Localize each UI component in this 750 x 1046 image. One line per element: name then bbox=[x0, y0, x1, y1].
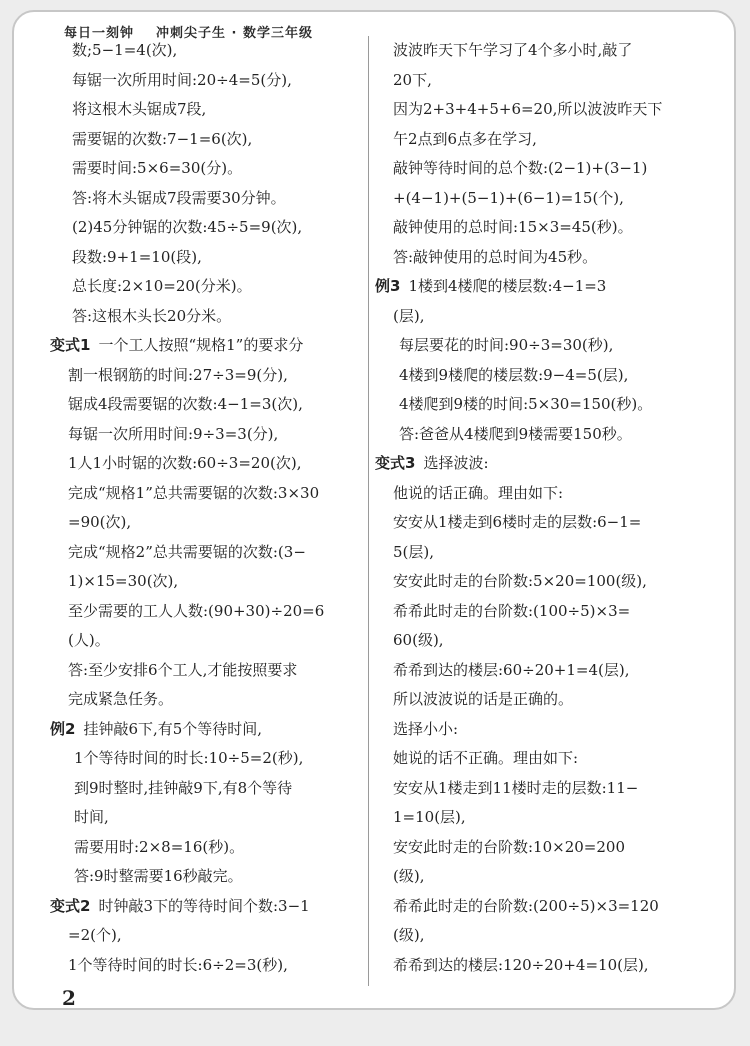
line-text: 1个等待时间的时长:10÷5=2(秒), bbox=[74, 749, 304, 767]
text-line bbox=[50, 626, 362, 656]
line-text: 每锯一次所用时间:20÷4=5(分), bbox=[72, 70, 292, 89]
line-text: 1=10(层), bbox=[393, 808, 466, 826]
text-line bbox=[50, 479, 362, 509]
text-line bbox=[375, 774, 709, 804]
text-line bbox=[375, 420, 709, 450]
line-text: (级), bbox=[393, 867, 425, 885]
exercise-label: 变式3 bbox=[375, 454, 416, 472]
text-line bbox=[375, 243, 709, 273]
text-line bbox=[50, 538, 362, 568]
text-line bbox=[50, 449, 362, 479]
text-line bbox=[50, 803, 362, 833]
line-text: 需要用时:2×8=16(秒)。 bbox=[74, 837, 245, 856]
line-text: 答:将木头锯成7段需要30分钟。 bbox=[72, 188, 286, 207]
line-text: 时间, bbox=[74, 808, 109, 826]
text-line bbox=[50, 66, 362, 96]
text-line bbox=[375, 685, 709, 715]
text-line bbox=[375, 361, 709, 391]
text-line bbox=[50, 272, 362, 302]
line-text: 需要锯的次数:7−1=6(次), bbox=[72, 129, 253, 148]
text-line bbox=[375, 479, 709, 509]
line-text: 敲钟使用的总时间:15×3=45(秒)。 bbox=[393, 218, 633, 236]
text-line bbox=[375, 302, 709, 332]
text-line bbox=[375, 154, 709, 184]
line-text: 安安从1楼走到6楼时走的层数:6−1= bbox=[393, 513, 642, 531]
text-line bbox=[375, 66, 709, 96]
text-line bbox=[375, 921, 709, 951]
text-line bbox=[375, 213, 709, 243]
text-line bbox=[50, 951, 362, 981]
exercise-label: 例3 bbox=[375, 277, 401, 295]
line-text: (2)45分钟锯的次数:45÷5=9(次), bbox=[72, 218, 303, 236]
text-line bbox=[375, 833, 709, 863]
line-text: 答:敲钟使用的总时间为45秒。 bbox=[393, 247, 598, 266]
line-text: 总长度:2×10=20(分米)。 bbox=[72, 277, 252, 295]
text-line bbox=[375, 597, 709, 627]
line-text: 每锯一次所用时间:9÷3=3(分), bbox=[68, 424, 279, 443]
text-line bbox=[50, 892, 362, 922]
line-text: 时钟敲3下的等待时间个数:3−1 bbox=[98, 896, 310, 915]
text-line bbox=[50, 36, 362, 66]
text-line bbox=[375, 951, 709, 981]
line-text: 完成“规格2”总共需要锯的次数:(3− bbox=[68, 542, 306, 561]
text-line bbox=[375, 331, 709, 361]
header-right: 冲刺尖子生 · 数学三年级 bbox=[156, 26, 314, 41]
text-line bbox=[50, 95, 362, 125]
text-line bbox=[50, 361, 362, 391]
text-line bbox=[50, 862, 362, 892]
line-text: 1人1小时锯的次数:60÷3=20(次), bbox=[68, 454, 302, 472]
line-text: 每层要花的时间:90÷3=30(秒), bbox=[399, 336, 614, 354]
text-line bbox=[50, 921, 362, 951]
left-column bbox=[50, 36, 362, 980]
line-text: 答:这根木头长20分米。 bbox=[72, 306, 232, 325]
line-text: 段数:9+1=10(段), bbox=[72, 247, 202, 266]
line-text: 敲钟等待时间的总个数:(2−1)+(3−1) bbox=[393, 159, 648, 177]
line-text: (人)。 bbox=[68, 631, 110, 649]
text-line bbox=[50, 243, 362, 273]
line-text: 选择波波: bbox=[423, 454, 489, 472]
text-line bbox=[375, 449, 709, 479]
column-divider bbox=[368, 36, 369, 986]
text-line bbox=[50, 567, 362, 597]
text-line bbox=[375, 862, 709, 892]
text-line bbox=[375, 567, 709, 597]
line-text: (层), bbox=[393, 306, 425, 325]
line-text: 一个工人按照“规格1”的要求分 bbox=[98, 336, 304, 354]
text-line bbox=[50, 420, 362, 450]
text-line bbox=[50, 597, 362, 627]
line-text: 4楼爬到9楼的时间:5×30=150(秒)。 bbox=[399, 395, 653, 413]
line-text: =2(个), bbox=[68, 926, 122, 944]
line-text: 答:爸爸从4楼爬到9楼需要150秒。 bbox=[399, 424, 632, 443]
text-line bbox=[375, 538, 709, 568]
text-line bbox=[375, 36, 709, 66]
text-line bbox=[50, 213, 362, 243]
line-text: 答:至少安排6个工人,才能按照要求 bbox=[68, 660, 298, 679]
text-line bbox=[375, 125, 709, 155]
line-text: 希希到达的楼层:120÷20+4=10(层), bbox=[393, 955, 649, 974]
text-line bbox=[50, 125, 362, 155]
text-line bbox=[375, 626, 709, 656]
exercise-label: 变式2 bbox=[50, 896, 91, 915]
line-text: 60(级), bbox=[393, 631, 444, 649]
line-text: 将这根木头锯成7段, bbox=[72, 100, 207, 118]
text-line bbox=[375, 744, 709, 774]
line-text: 5(层), bbox=[393, 542, 435, 561]
line-text: 1)×15=30(次), bbox=[68, 572, 179, 590]
line-text: 20下, bbox=[393, 70, 432, 89]
line-text: 答:9时整需要16秒敲完。 bbox=[74, 867, 243, 885]
line-text: 安安此时走的台阶数:5×20=100(级), bbox=[393, 572, 647, 590]
line-text: 需要时间:5×6=30(分)。 bbox=[72, 159, 243, 177]
exercise-label: 例2 bbox=[50, 719, 76, 738]
line-text: 4楼到9楼爬的楼层数:9−4=5(层), bbox=[399, 365, 629, 384]
line-text: 安安从1楼走到11楼时走的层数:11− bbox=[393, 778, 639, 797]
line-text: 所以波波说的话是正确的。 bbox=[393, 690, 574, 708]
line-text: 午2点到6点多在学习, bbox=[393, 129, 537, 148]
text-line bbox=[50, 184, 362, 214]
text-line bbox=[50, 302, 362, 332]
header-left: 每日一刻钟 bbox=[64, 26, 135, 41]
line-text: 希希到达的楼层:60÷20+1=4(层), bbox=[393, 660, 630, 679]
text-line bbox=[375, 184, 709, 214]
text-line bbox=[375, 272, 709, 302]
line-text: 锯成4段需要锯的次数:4−1=3(次), bbox=[68, 395, 303, 413]
text-line bbox=[375, 892, 709, 922]
text-line bbox=[50, 508, 362, 538]
exercise-label: 变式1 bbox=[50, 336, 91, 354]
line-text: 完成“规格1”总共需要锯的次数:3×30 bbox=[68, 483, 320, 502]
line-text: 波波昨天下午学习了4个多小时,敲了 bbox=[393, 41, 633, 59]
line-text: 1楼到4楼爬的楼层数:4−1=3 bbox=[408, 277, 607, 295]
text-line bbox=[375, 715, 709, 745]
line-text: =90(次), bbox=[68, 513, 132, 531]
line-text: 她说的话不正确。理由如下: bbox=[393, 749, 579, 767]
line-text: 希希此时走的台阶数:(100÷5)×3= bbox=[393, 601, 631, 620]
line-text: 安安此时走的台阶数:10×20=200 bbox=[393, 837, 625, 856]
line-text: 希希此时走的台阶数:(200÷5)×3=120 bbox=[393, 896, 659, 915]
line-text: 割一根钢筋的时间:27÷3=9(分), bbox=[68, 365, 288, 384]
text-line bbox=[375, 95, 709, 125]
line-text: 挂钟敲6下,有5个等待时间, bbox=[83, 719, 263, 738]
line-text: (级), bbox=[393, 926, 425, 944]
text-line bbox=[50, 331, 362, 361]
line-text: 1个等待时间的时长:6÷2=3(秒), bbox=[68, 955, 288, 974]
line-text: 因为2+3+4+5+6=20,所以波波昨天下 bbox=[393, 100, 663, 118]
text-line bbox=[375, 656, 709, 686]
text-line bbox=[50, 833, 362, 863]
line-text: +(4−1)+(5−1)+(6−1)=15(个), bbox=[393, 188, 624, 207]
text-line bbox=[375, 508, 709, 538]
text-line bbox=[50, 656, 362, 686]
text-line bbox=[50, 685, 362, 715]
line-text: 到9时整时,挂钟敲9下,有8个等待 bbox=[74, 778, 293, 797]
text-line bbox=[50, 715, 362, 745]
text-line bbox=[50, 774, 362, 804]
text-line bbox=[375, 390, 709, 420]
line-text: 数;5−1=4(次), bbox=[72, 41, 178, 59]
text-line bbox=[50, 154, 362, 184]
page-number: 2 bbox=[62, 986, 76, 1010]
line-text: 他说的话正确。理由如下: bbox=[393, 483, 564, 502]
line-text: 至少需要的工人人数:(90+30)÷20=6 bbox=[68, 601, 325, 620]
text-line bbox=[50, 744, 362, 774]
right-column bbox=[375, 36, 709, 980]
line-text: 选择小小: bbox=[393, 719, 459, 738]
text-line bbox=[375, 803, 709, 833]
text-line bbox=[50, 390, 362, 420]
line-text: 完成紧急任务。 bbox=[68, 690, 174, 708]
